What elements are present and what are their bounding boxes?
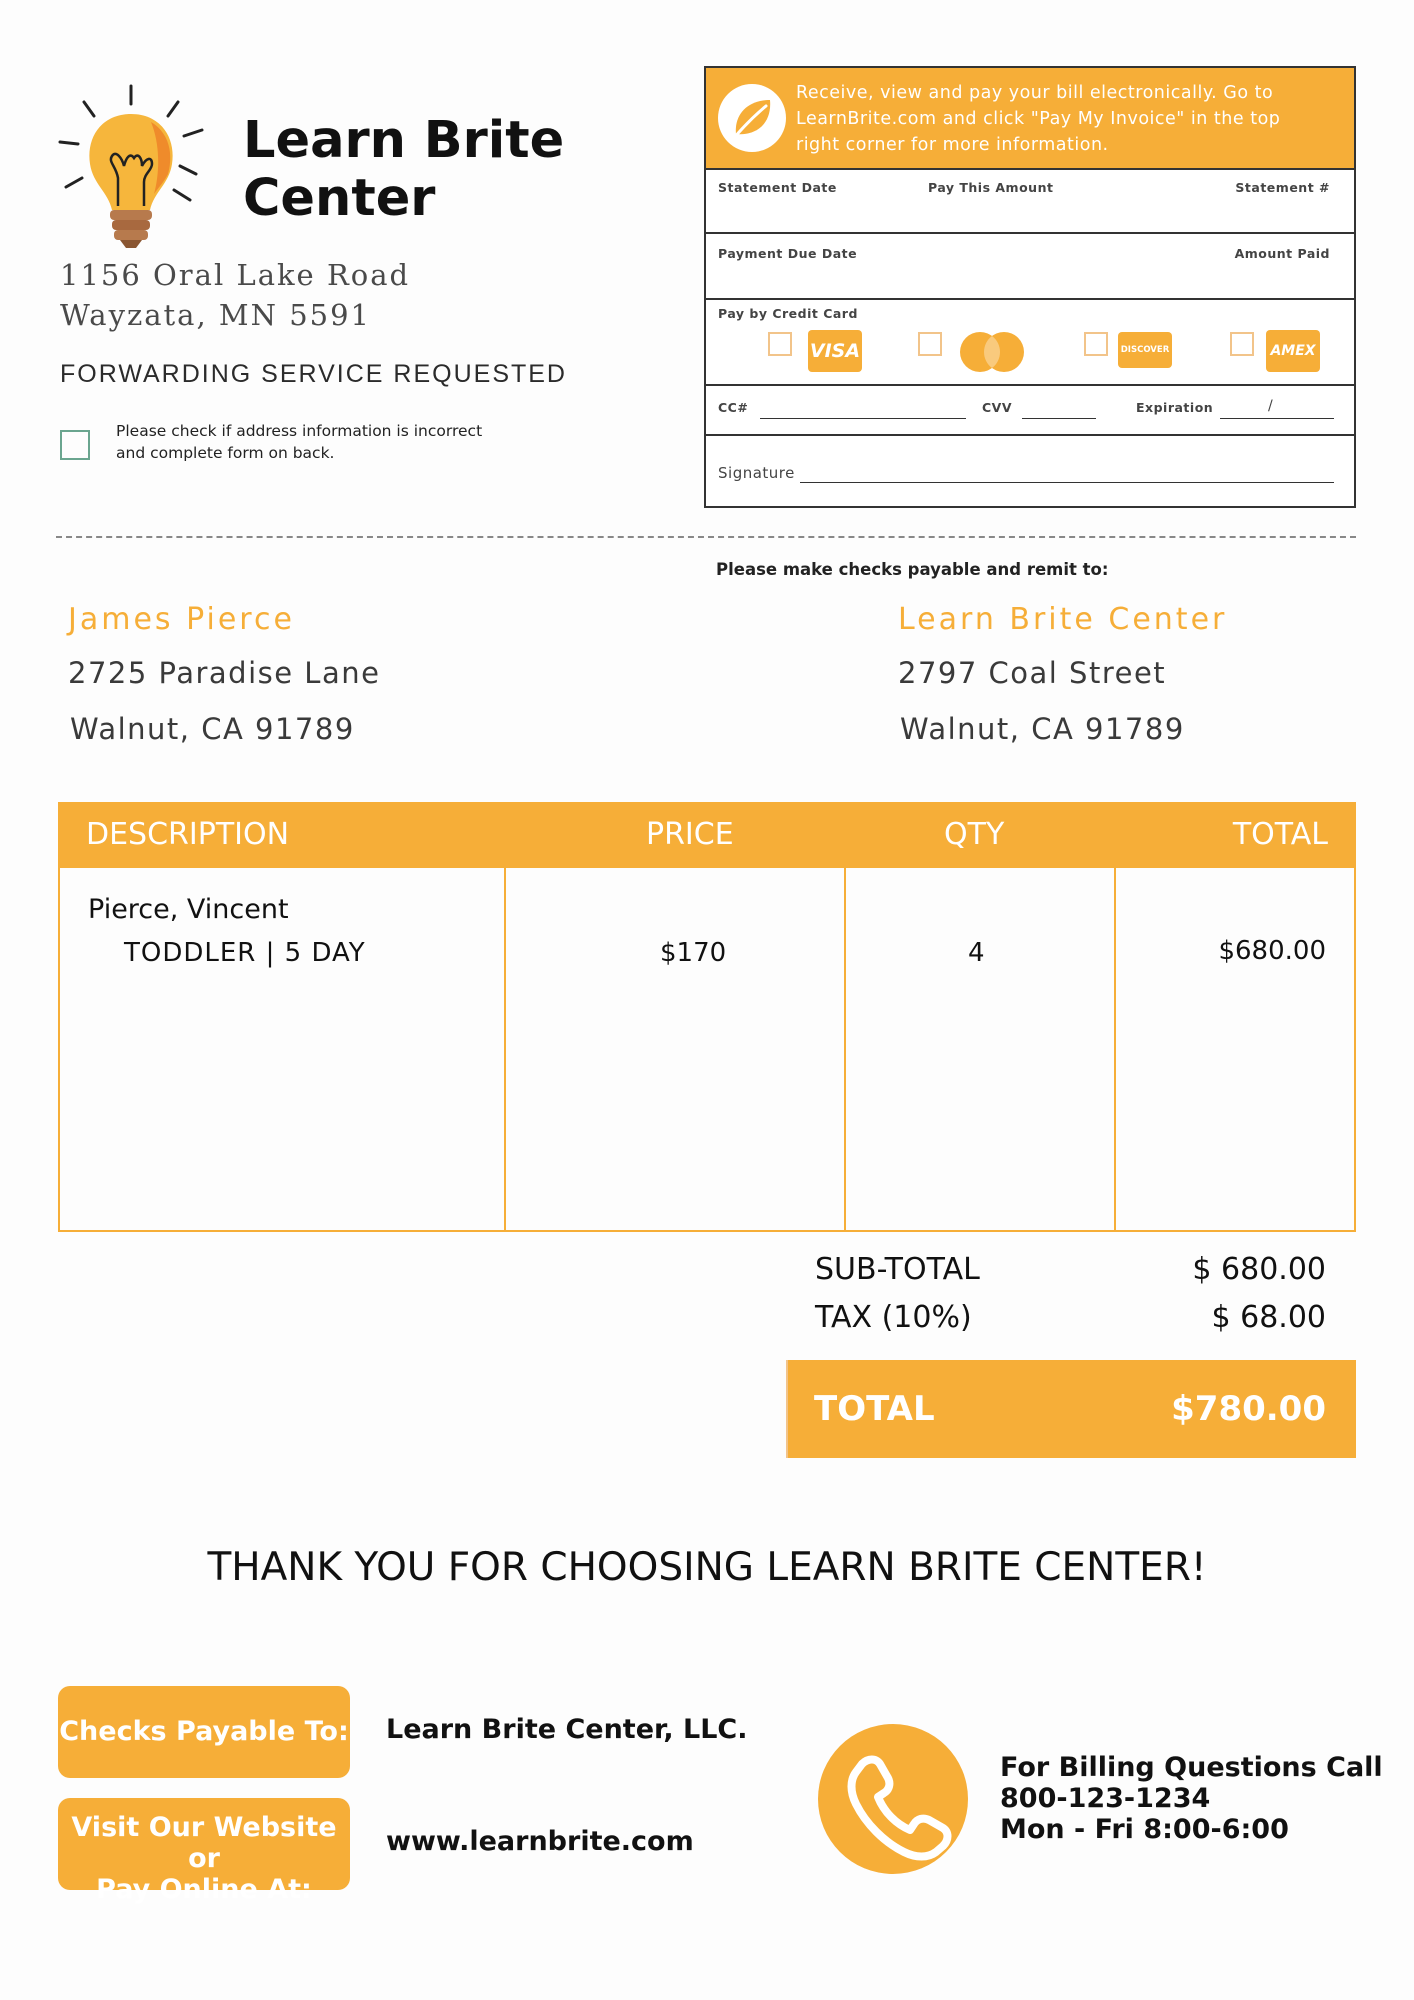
cvv-field[interactable] <box>1022 418 1096 419</box>
expiration-label: Expiration <box>1136 400 1214 415</box>
tear-line <box>56 536 1356 538</box>
website-badge-line2: Pay Online At: <box>96 1874 312 1905</box>
address-check-note-line2: and complete form on back. <box>116 444 335 462</box>
bill-to-name: James Pierce <box>68 602 295 637</box>
tax-label: TAX (10%) <box>815 1300 972 1335</box>
header-qty: QTY <box>944 817 1005 852</box>
payment-info-line3: right corner for more information. <box>796 135 1109 155</box>
credit-card-row <box>706 300 1354 386</box>
tax-value: $ 68.00 <box>1211 1300 1326 1335</box>
signature-field[interactable] <box>800 482 1334 483</box>
payment-info-text <box>796 80 1344 158</box>
billing-contact <box>1000 1752 1383 1845</box>
signature-row <box>706 436 1354 506</box>
visa-logo: VISA <box>808 330 862 372</box>
mastercard-logo-icon <box>956 330 1028 374</box>
phone-icon <box>818 1724 968 1874</box>
website-badge <box>58 1798 350 1905</box>
leaf-icon <box>718 84 786 152</box>
thank-you-message: THANK YOU FOR CHOOSING LEARN BRITE CENTER! <box>207 1545 1207 1590</box>
card-details-row <box>706 386 1354 436</box>
company-address-line1: 1156 Oral Lake Road <box>60 258 411 292</box>
column-divider <box>844 868 846 1230</box>
signature-label: Signature <box>718 464 795 482</box>
row-qty: 4 <box>968 938 985 968</box>
due-date-row <box>706 234 1354 300</box>
bill-to-line1: 2725 Paradise Lane <box>68 656 381 690</box>
expiration-separator: / <box>1268 398 1274 414</box>
payment-info-line1: Receive, view and pay your bill electronically. Go to <box>796 83 1274 103</box>
leaf-circle <box>718 84 786 152</box>
pay-this-amount-label: Pay This Amount <box>928 180 1054 195</box>
company-name <box>243 112 564 228</box>
mastercard-checkbox[interactable] <box>918 332 942 356</box>
phone-badge <box>818 1724 968 1874</box>
column-divider <box>1114 868 1116 1230</box>
total-value: $780.00 <box>1171 1389 1326 1429</box>
subtotal-label: SUB-TOTAL <box>815 1252 980 1287</box>
forwarding-notice: FORWARDING SERVICE REQUESTED <box>60 360 567 388</box>
student-name: Pierce, Vincent <box>88 894 289 925</box>
remit-to-line1: 2797 Coal Street <box>898 656 1167 690</box>
cvv-label: CVV <box>982 400 1013 415</box>
lightbulb-logo-icon <box>56 82 206 252</box>
payment-due-date-label: Payment Due Date <box>718 246 858 261</box>
statement-date-label: Statement Date <box>718 180 837 195</box>
billing-line1: For Billing Questions Call <box>1000 1752 1383 1783</box>
visa-checkbox[interactable] <box>768 332 792 356</box>
address-check-note-line1: Please check if address information is incorrect <box>116 422 483 440</box>
total-label: TOTAL <box>814 1389 935 1429</box>
remit-to-line2: Walnut, CA 91789 <box>900 712 1185 746</box>
billing-phone[interactable]: 800-123-1234 <box>1000 1783 1211 1814</box>
website-link[interactable]: www.learnbrite.com <box>386 1826 694 1857</box>
amex-logo: AMEX <box>1266 330 1320 372</box>
remit-note: Please make checks payable and remit to: <box>716 560 1109 579</box>
payment-panel <box>704 66 1356 508</box>
discover-logo: DISCOVER <box>1118 332 1172 368</box>
statement-row <box>706 168 1354 234</box>
billing-hours: Mon - Fri 8:00-6:00 <box>1000 1814 1289 1845</box>
statement-number-label: Statement # <box>1235 180 1330 195</box>
payment-info-line2: LearnBrite.com and click "Pay My Invoice" in the top <box>796 109 1281 129</box>
cc-number-field[interactable] <box>760 418 966 419</box>
subtotal-value: $ 680.00 <box>1192 1252 1326 1287</box>
cc-number-label: CC# <box>718 400 749 415</box>
column-divider <box>504 868 506 1230</box>
bill-to-line2: Walnut, CA 91789 <box>70 712 355 746</box>
checks-payable-badge: Checks Payable To: <box>58 1686 350 1778</box>
expiration-field[interactable] <box>1220 418 1334 419</box>
checks-payable-value: Learn Brite Center, LLC. <box>386 1714 748 1745</box>
amex-checkbox[interactable] <box>1230 332 1254 356</box>
company-name-line1: Learn Brite <box>243 111 565 170</box>
address-check-note <box>116 420 482 464</box>
total-bar <box>788 1360 1356 1458</box>
amount-paid-label: Amount Paid <box>1234 246 1330 261</box>
row-total: $680.00 <box>1218 936 1326 966</box>
pay-by-card-label: Pay by Credit Card <box>718 306 858 321</box>
remit-to-name: Learn Brite Center <box>898 602 1228 637</box>
company-name-line2: Center <box>243 169 436 228</box>
header-price: PRICE <box>646 817 734 852</box>
payment-info-banner <box>706 68 1354 170</box>
table-header <box>58 802 1356 868</box>
row-price: $170 <box>660 938 727 968</box>
company-address-line2: Wayzata, MN 5591 <box>60 298 371 332</box>
address-incorrect-checkbox[interactable] <box>60 430 90 460</box>
table-row <box>58 868 1356 1232</box>
header-total: TOTAL <box>1232 817 1328 852</box>
header-description: DESCRIPTION <box>86 817 290 852</box>
program-name: TODDLER | 5 DAY <box>124 938 366 968</box>
discover-checkbox[interactable] <box>1084 332 1108 356</box>
website-badge-line1: Visit Our Website or <box>71 1812 337 1874</box>
